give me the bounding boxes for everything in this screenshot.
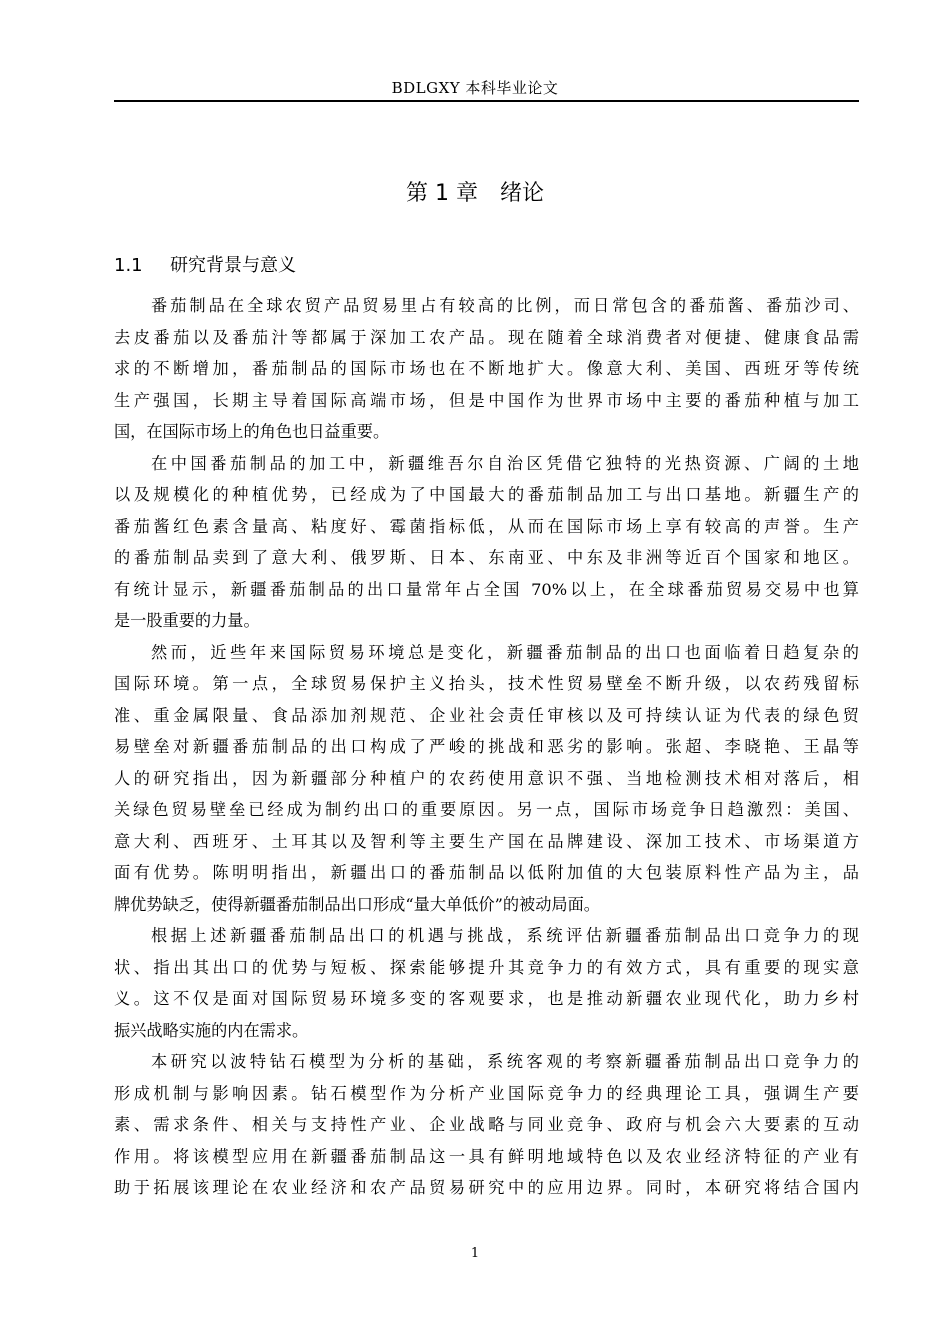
paragraph-line: 国际环境。第一点，全球贸易保护主义抬头，技术性贸易壁垒不断升级，以农药残留标 [114,674,859,693]
paragraph-line: 关绿色贸易壁垒已经成为制约出口的重要原因。另一点，国际市场竞争日趋激烈：美国、 [114,800,859,819]
paragraph-line: 有统计显示，新疆番茄制品的出口量常年占全国 70%以上，在全球番茄贸易交易中也算 [114,579,859,599]
paragraph [114,1046,859,1204]
paragraph [114,290,859,448]
paragraph-line: 求的不断增加，番茄制品的国际市场也在不断地扩大。像意大利、美国、西班牙等传统 [114,359,859,378]
paragraph-line: 状、指出其出口的优势与短板、探索能够提升其竞争力的有效方式，具有重要的现实意 [114,957,859,977]
paragraph-line: 番茄酱红色素含量高、粘度好、霉菌指标低，从而在国际市场上享有较高的声誉。生产 [114,516,859,536]
paragraph-line: 在中国番茄制品的加工中，新疆维吾尔自治区凭借它独特的光热资源、广阔的土地 [151,453,859,473]
paragraph-line: 国，在国际市场上的角色也日益重要。 [114,422,390,441]
paragraph-line: 助于拓展该理论在农业经济和农产品贸易研究中的应用边界。同时，本研究将结合国内 [114,1178,859,1197]
paragraph-line: 义。这不仅是面对国际贸易环境多变的客观要求，也是推动新疆农业现代化，助力乡村 [114,989,859,1008]
paragraph-line: 是一股重要的力量。 [114,611,260,630]
paragraph-line: 番茄制品在全球农贸产品贸易里占有较高的比例，而日常包含的番茄酱、番茄沙司、 [151,296,859,315]
body-text [114,290,859,1204]
paragraph-line: 形成机制与影响因素。钻石模型作为分析产业国际竞争力的经典理论工具，强调生产要 [114,1083,859,1103]
paragraph-line: 去皮番茄以及番茄汁等都属于深加工农产品。现在随着全球消费者对便捷、健康食品需 [114,327,859,347]
section-number: 1.1 [114,255,143,276]
section-title: 研究背景与意义 [170,255,296,276]
chapter-title: 第 1 章 绪论 [406,181,544,206]
paragraph-line: 易壁垒对新疆番茄制品的出口构成了严峻的挑战和恶劣的影响。张超、李晓艳、王晶等 [114,737,859,756]
paragraph-line: 本研究以波特钻石模型为分析的基础，系统客观的考察新疆番茄制品出口竞争力的 [151,1052,859,1071]
page-number: 1 [470,1246,480,1261]
paragraph-line: 牌优势缺乏，使得新疆番茄制品出口形成“量大单低价”的被动局面。 [114,894,600,914]
paragraph-line: 面有优势。陈明明指出，新疆出口的番茄制品以低附加值的大包装原料性产品为主，品 [114,863,859,882]
paragraph-line: 准、重金属限量、食品添加剂规范、企业社会责任审核以及可持续认证为代表的绿色贸 [114,705,859,725]
paragraph-line: 作用。将该模型应用在新疆番茄制品这一具有鲜明地域特色以及农业经济特征的产业有 [114,1146,859,1166]
header-rule [114,100,859,102]
running-header: BDLGXY 本科毕业论文 [391,79,559,97]
paragraph-line: 以及规模化的种植优势，已经成为了中国最大的番茄制品加工与出口基地。新疆生产的 [114,485,859,504]
paragraph-line: 素、需求条件、相关与支持性产业、企业战略与同业竞争、政府与机会六大要素的互动 [114,1115,859,1134]
paragraph-line: 的番茄制品卖到了意大利、俄罗斯、日本、东南亚、中东及非洲等近百个国家和地区。 [114,548,859,567]
paragraph [114,448,859,637]
paragraph [114,637,859,921]
paragraph-line: 人的研究指出，因为新疆部分种植户的农药使用意识不强、当地检测技术相对落后，相 [114,768,859,788]
paragraph [114,920,859,1046]
paragraph-line: 根据上述新疆番茄制品出口的机遇与挑战，系统评估新疆番茄制品出口竞争力的现 [151,926,859,945]
paragraph-line: 生产强国，长期主导着国际高端市场，但是中国作为世界市场中主要的番茄种植与加工 [114,390,859,410]
paragraph-line: 意大利、西班牙、土耳其以及智利等主要生产国在品牌建设、深加工技术、市场渠道方 [114,831,859,851]
section-heading [114,252,296,280]
paragraph-line: 振兴战略实施的内在需求。 [114,1020,309,1040]
paragraph-line: 然而，近些年来国际贸易环境总是变化，新疆番茄制品的出口也面临着日趋复杂的 [151,642,859,662]
